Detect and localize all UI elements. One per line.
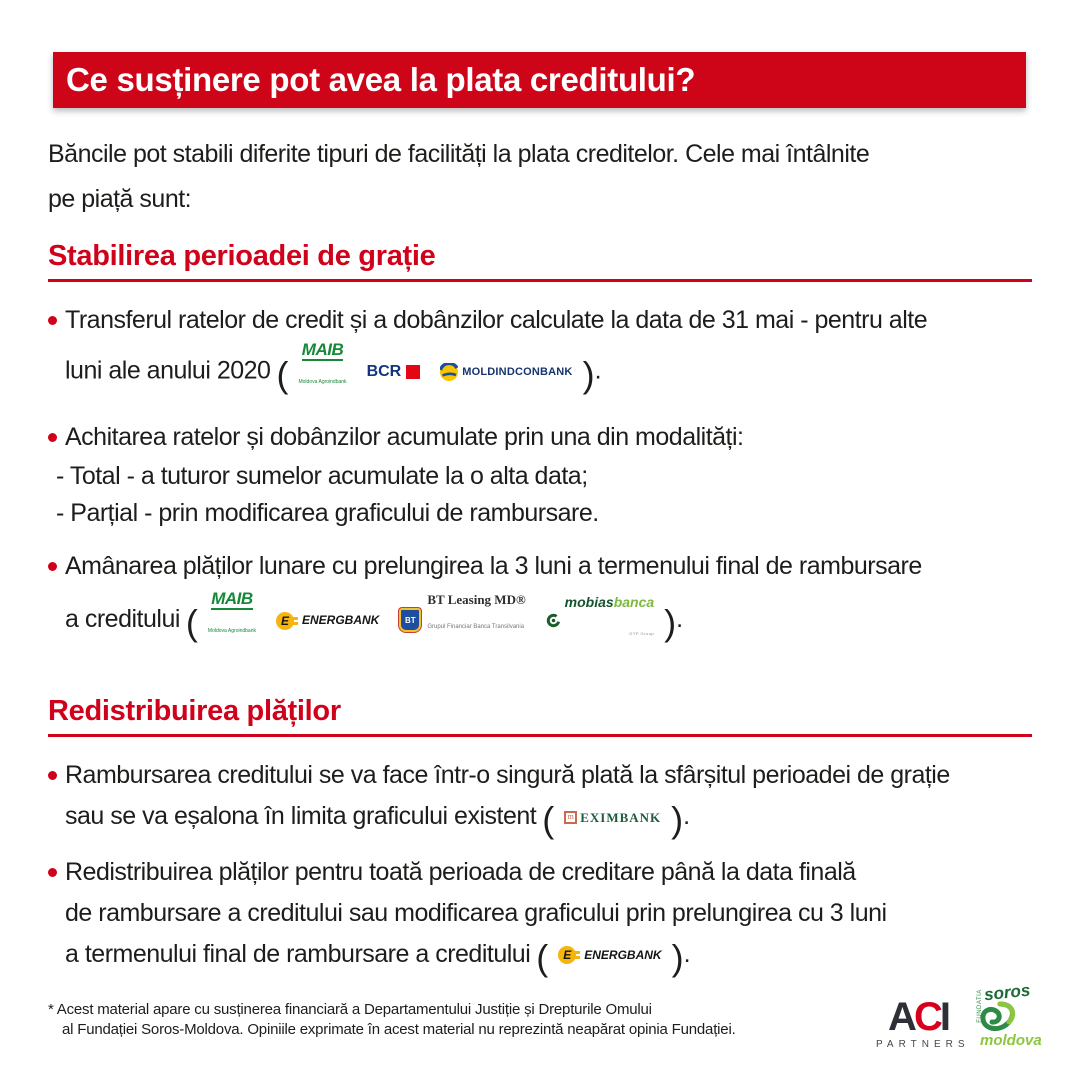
period: . [676, 605, 683, 634]
bullet-text-line-with-logos [65, 587, 1032, 654]
bt-shield-icon: BT [399, 608, 421, 632]
close-paren: ) [671, 799, 684, 840]
bullet-text-line: Achitarea ratelor și dobânzilor acumulate prin una din modalități: [65, 423, 744, 451]
bullet-text-line: Rambursarea creditului se va face într-o singură plată la sfârșitul perioadei de grație [65, 761, 950, 789]
aci-partners-logo [876, 995, 970, 1050]
mobias-subtitle: OTP Group [629, 631, 655, 636]
bullet-text-line: Redistribuirea plăților pentru toată perioada de creditare până la data finală [65, 857, 856, 886]
mobiasbanca-logo [546, 587, 654, 654]
bt-leasing-subtitle: Grupul Financiar Banca Transilvania [427, 624, 525, 631]
eximbank-logo [564, 797, 661, 838]
content-area [48, 132, 1032, 990]
moldindconbank-globe-icon [440, 363, 458, 381]
sub-item-partial: - Parțial - prin modificarea graficului de rambursare. [56, 499, 599, 527]
bullet-single-payment [48, 755, 1032, 838]
intro-line: Băncile pot stabili diferite tipuri de facilități la plata creditelor. Cele mai întâlnite [48, 140, 870, 168]
page-title: Ce susținere pot avea la plata creditului? [66, 61, 696, 98]
energbank-bars-icon [291, 617, 298, 625]
energbank-coin-icon: E [558, 946, 576, 964]
section-heading: Redistribuirea plăților [48, 695, 341, 727]
close-paren: ) [671, 936, 684, 978]
intro-paragraph [48, 132, 1032, 222]
bullet-text-line-with-logos [65, 796, 1032, 838]
sub-item-total: - Total - a tuturor sumelor acumulate la o alta data; [56, 462, 588, 490]
mobiasbanca-icon [546, 613, 561, 628]
bullet-text-line: de rambursare a creditului sau modificarea graficului prin prelungirea cu 3 luni [65, 898, 887, 927]
bcr-logo [367, 364, 421, 380]
eximbank-wordmark: EXIMBANK [580, 809, 662, 825]
section-grace-period [48, 239, 1032, 654]
aci-partners-label: PARTNERS [876, 1039, 970, 1050]
footer-disclaimer [48, 1000, 736, 1040]
energbank-logo [276, 600, 379, 641]
bcr-wordmark: BCR [366, 363, 402, 380]
period: . [683, 939, 691, 968]
open-paren: ( [185, 602, 198, 644]
mobias-wordmark-light: banca [613, 594, 655, 610]
bullet-text: a creditului [65, 605, 180, 634]
section-divider [48, 734, 1032, 737]
section-redistribution [48, 694, 1032, 976]
maib-logo [208, 590, 256, 652]
aci-wordmark [876, 995, 960, 1039]
energbank-wordmark: ENERGBANK [302, 613, 380, 627]
bullet-transfer-rates [48, 300, 1032, 403]
moldindconbank-logo [440, 352, 572, 393]
bullet-list [48, 755, 1032, 976]
open-paren: ( [276, 353, 289, 395]
disclaimer-line: al Fundației Soros-Moldova. Opiniile exprimate în acest material nu reprezintă neapărat opinia Fundației. [62, 1021, 736, 1038]
section-heading: Stabilirea perioadei de grație [48, 240, 436, 272]
soros-fundatia-label: FUNDATIA [976, 989, 983, 1023]
maib-subtitle: Moldova Agroindbank [207, 627, 256, 634]
bullet-text-line-with-logos [65, 934, 1032, 976]
bt-leasing-logo [399, 593, 525, 648]
disclaimer-line: * Acest material apare cu susținerea financiară a Departamentului Justiție și Drepturile Omului [48, 1001, 652, 1018]
period: . [594, 356, 602, 385]
maib-subtitle: Moldova Agroindbank [298, 379, 347, 385]
bullet-list [48, 300, 1032, 654]
moldindconbank-wordmark: MOLDINDCONBANK [462, 365, 573, 378]
aci-letter-i: I [939, 995, 948, 1039]
maib-logo [298, 341, 346, 403]
bullet-text-line: Transferul ratelor de credit și a dobânzilor calculate la data de 31 mai - pentru alte [65, 306, 928, 334]
bullet-text: sau se va eșalona în limita graficului existent [65, 802, 537, 830]
eximbank-column-icon: m [564, 811, 577, 824]
energbank-bars-icon [573, 951, 580, 959]
bt-leasing-wordmark: BT Leasing MD® [427, 591, 526, 607]
aci-letter-c: C [913, 995, 940, 1039]
soros-moldova-logo [970, 980, 1048, 1049]
open-paren: ( [536, 936, 549, 978]
bullet-payment-modalities [48, 417, 1032, 532]
mobias-wordmark-dark: mobias [564, 594, 614, 610]
bullet-postpone-payments [48, 546, 1032, 654]
energbank-wordmark: ENERGBANK [584, 947, 662, 962]
bullet-text-line: Amânarea plăților lunare cu prelungirea la 3 luni a termenului final de rambursare [65, 552, 922, 580]
soros-wordmark: soros [983, 980, 1032, 1005]
energbank-logo [558, 935, 661, 976]
energbank-coin-icon: E [276, 612, 294, 630]
open-paren: ( [542, 799, 555, 840]
bcr-red-square-icon [406, 365, 420, 379]
bullet-text: a termenului final de rambursare a creditului [65, 939, 531, 968]
period: . [683, 802, 690, 830]
moldova-wordmark: moldova [980, 1032, 1042, 1049]
close-paren: ) [664, 602, 677, 644]
maib-wordmark: MAIB [211, 588, 253, 608]
bullet-text: luni ale anului 2020 [65, 356, 271, 385]
bullet-text-line-with-logos [65, 341, 1032, 403]
section-divider [48, 279, 1032, 282]
bullet-redistribution-payments [48, 852, 1032, 976]
title-banner [53, 52, 1026, 108]
maib-wordmark: MAIB [301, 340, 344, 359]
aci-letter-a: A [888, 995, 914, 1039]
close-paren: ) [582, 353, 595, 395]
intro-line: pe piață sunt: [48, 185, 192, 213]
